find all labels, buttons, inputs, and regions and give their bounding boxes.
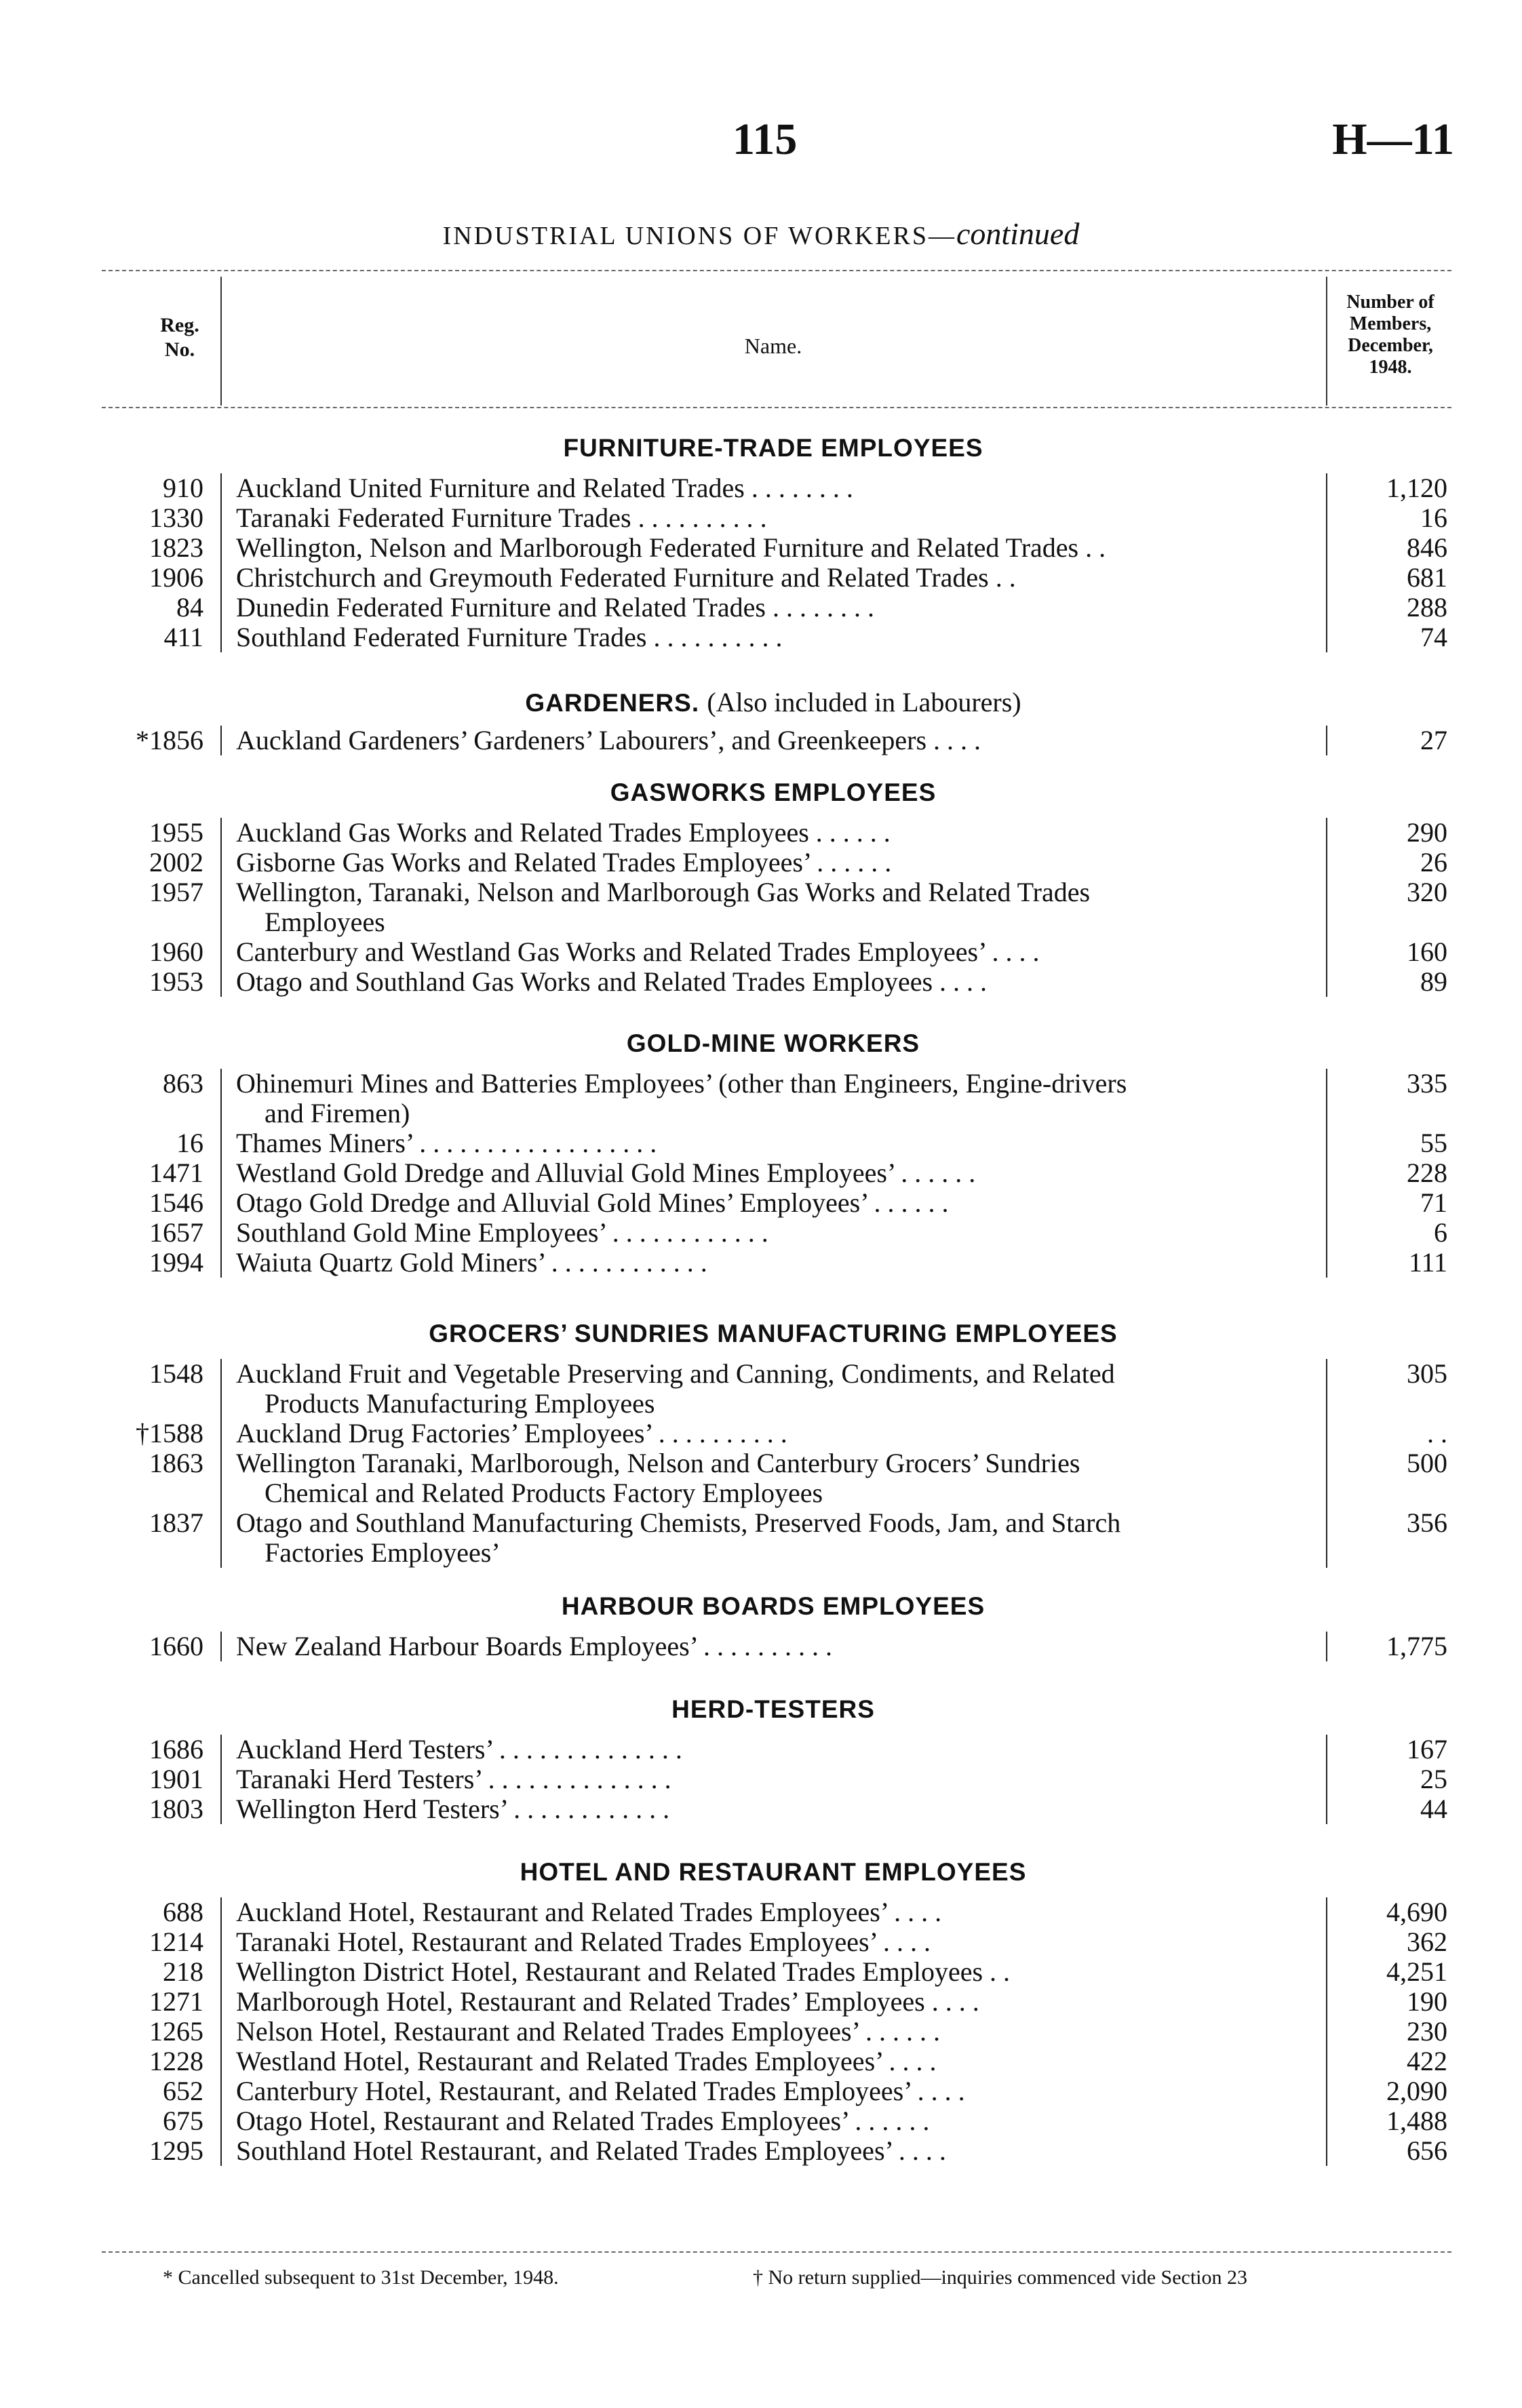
column-divider [220,1927,222,1957]
table-row [0,1158,1522,1188]
reg-number: 1295 [149,2135,203,2166]
column-divider [220,2047,222,2076]
section-title [224,1695,1323,1724]
union-name-text: Auckland Hotel, Restaurant and Related Trades Employees’ . . . . [236,1897,942,1927]
members-header-line: Members, [1349,313,1432,334]
reg-number: 1214 [149,1927,203,1957]
column-divider [220,1419,222,1448]
section-title-text: GOLD-MINE WORKERS [626,1029,920,1057]
member-count: 356 [1407,1507,1447,1538]
members-header-line: Number of [1346,292,1435,313]
column-divider [220,1069,222,1128]
union-name [236,623,1321,652]
reg-number: †1588 [136,1418,203,1448]
table-row [0,2136,1522,2166]
union-name-text: Canterbury and Westland Gas Works and Related Trades Employees’ . . . . [236,936,1040,967]
section-title [224,1029,1323,1058]
reg-number: 688 [163,1897,203,1927]
column-divider [220,2017,222,2047]
member-count: 362 [1407,1927,1447,1957]
member-count: 111 [1408,1247,1447,1278]
union-name-continuation: Chemical and Related Products Factory Employees [265,1478,823,1508]
reg-number: 1686 [149,1734,203,1764]
table-row [0,1128,1522,1158]
member-count: 16 [1420,502,1447,533]
column-divider [220,1794,222,1824]
union-name [236,1508,1321,1568]
union-name-text: Auckland Gardeners’ Gardeners’ Labourers’, and Greenkeepers . . . . [236,725,981,755]
union-name-text: Taranaki Hotel, Restaurant and Related Trades Employees’ . . . . [236,1927,931,1957]
column-divider [220,1987,222,2017]
table-row [0,848,1522,877]
union-name-text: Wellington Herd Testers’ . . . . . . . . . . . . [236,1794,670,1824]
column-divider [220,593,222,623]
union-name [236,726,1321,755]
table-row [0,818,1522,848]
union-name [236,1794,1321,1824]
reg-number: 1955 [149,817,203,848]
member-count: 44 [1420,1794,1447,1824]
member-count: 1,120 [1386,473,1447,503]
column-divider [220,473,222,503]
member-count: 89 [1420,966,1447,997]
column-divider [220,533,222,563]
table-row [0,1248,1522,1278]
member-count: 500 [1407,1448,1447,1478]
column-divider [220,1897,222,1927]
member-count: 27 [1420,725,1447,755]
union-name [236,1128,1321,1158]
section-title-text: HERD-TESTERS [671,1695,875,1723]
header-bottom-rule [102,407,1451,408]
page-title-continued: continued [956,216,1080,251]
union-name-text: Dunedin Federated Furniture and Related Trades . . . . . . . . [236,592,874,623]
reg-header-line: Reg. [160,314,199,336]
union-name-text: Thames Miners’ . . . . . . . . . . . . . . . . . . [236,1128,657,1158]
reg-number: 1265 [149,2016,203,2047]
union-name [236,2076,1321,2106]
section-title-text: GROCERS’ SUNDRIES MANUFACTURING EMPLOYEES [429,1320,1118,1347]
table-row [0,1069,1522,1128]
union-name [236,877,1321,937]
union-name [236,533,1321,563]
table-row [0,937,1522,967]
section-title [224,778,1323,807]
reg-number: 910 [163,473,203,503]
reg-number: 2002 [149,847,203,877]
reg-number: 1953 [149,966,203,997]
union-name [236,848,1321,877]
member-count: 1,488 [1386,2106,1447,2136]
union-name [236,503,1321,533]
union-name [236,1218,1321,1248]
column-header-members [1326,292,1455,378]
section-title-text: HOTEL AND RESTAURANT EMPLOYEES [520,1858,1027,1886]
section-title [224,1858,1323,1887]
column-divider [220,818,222,848]
header-top-rule [102,270,1451,271]
footnote-no-return: † No return supplied—inquiries commenced vide Section 23 [753,2266,1248,2289]
union-name-text: Auckland United Furniture and Related Trades . . . . . . . . [236,473,853,503]
table-row [0,1735,1522,1764]
reg-number: 1330 [149,502,203,533]
member-count: 305 [1407,1358,1447,1389]
union-name-text: Auckland Drug Factories’ Employees’ . . . . . . . . . . [236,1418,787,1448]
member-count: 422 [1407,2046,1447,2076]
member-count: 290 [1407,817,1447,848]
member-count: 288 [1407,592,1447,623]
table-row [0,877,1522,937]
table-row [0,1794,1522,1824]
table-row [0,1632,1522,1661]
member-count: 1,775 [1386,1631,1447,1661]
member-count: 74 [1420,622,1447,652]
column-divider [220,1764,222,1794]
column-divider [220,503,222,533]
union-name-text: Wellington, Nelson and Marlborough Federated Furniture and Related Trades . . [236,532,1106,563]
reg-number: 1471 [149,1158,203,1188]
section-title [224,1592,1323,1621]
column-divider [220,937,222,967]
reg-header-line: No. [164,338,195,361]
member-count: 4,251 [1386,1956,1447,1987]
union-name [236,1735,1321,1764]
table-row [0,2047,1522,2076]
members-header-line: 1948. [1369,357,1412,378]
footnote-rule [102,2251,1451,2253]
union-name-text: Auckland Gas Works and Related Trades Employees . . . . . . [236,817,891,848]
member-count: 71 [1420,1187,1447,1218]
union-name [236,1448,1321,1508]
member-count: 167 [1407,1734,1447,1764]
reg-number: 1960 [149,936,203,967]
union-name-continuation: Factories Employees’ [265,1537,501,1568]
member-count: 656 [1407,2135,1447,2166]
member-count: 681 [1407,562,1447,593]
table-row [0,1508,1522,1568]
table-row [0,1957,1522,1987]
union-name [236,1987,1321,2017]
table-row [0,1987,1522,2017]
table-row [0,2106,1522,2136]
member-count: 55 [1420,1128,1447,1158]
union-name-continuation: and Firemen) [265,1098,410,1128]
column-divider [220,1508,222,1568]
union-name [236,1158,1321,1188]
table-row [0,1897,1522,1927]
union-name-text: Taranaki Herd Testers’ . . . . . . . . . . . . . . [236,1764,671,1794]
member-count: 230 [1407,2016,1447,2047]
union-name [236,1248,1321,1278]
reg-number: 1271 [149,1986,203,2017]
column-divider [220,2136,222,2166]
column-divider [220,1158,222,1188]
union-name-text: Nelson Hotel, Restaurant and Related Trades Employees’ . . . . . . [236,2016,940,2047]
table-row [0,1448,1522,1508]
reg-number: *1856 [136,725,203,755]
table-row [0,726,1522,755]
reg-number: 1660 [149,1631,203,1661]
reg-number: 1863 [149,1448,203,1478]
union-name-text: Auckland Fruit and Vegetable Preserving and Canning, Condiments, and Related [236,1358,1115,1389]
member-count: 2,090 [1386,2076,1447,2106]
column-divider [220,877,222,937]
column-divider [220,1248,222,1278]
table-row [0,1218,1522,1248]
section-title-text: HARBOUR BOARDS EMPLOYEES [561,1592,986,1620]
column-divider [220,563,222,593]
union-name-text: Westland Gold Dredge and Alluvial Gold Mines Employees’ . . . . . . [236,1158,976,1188]
union-name-text: Southland Gold Mine Employees’ . . . . . . . . . . . . [236,1217,768,1248]
column-divider [220,726,222,755]
table-row [0,563,1522,593]
column-divider [220,1632,222,1661]
union-name-text: Westland Hotel, Restaurant and Related Trades Employees’ . . . . [236,2046,937,2076]
union-name [236,1069,1321,1128]
table-row [0,1927,1522,1957]
union-name [236,1419,1321,1448]
column-divider [220,1957,222,1987]
column-divider [220,2076,222,2106]
column-divider [220,1735,222,1764]
reg-number: 863 [163,1068,203,1099]
union-name-text: Wellington, Taranaki, Nelson and Marlborough Gas Works and Related Trades [236,877,1091,907]
reg-number: 1657 [149,1217,203,1248]
member-count: 846 [1407,532,1447,563]
member-count: 228 [1407,1158,1447,1188]
member-count: 6 [1434,1217,1447,1248]
reg-number: 218 [163,1956,203,1987]
table-row [0,533,1522,563]
union-name [236,818,1321,848]
union-name [236,967,1321,997]
union-name-continuation: Employees [265,907,385,937]
member-count: 26 [1420,847,1447,877]
member-count: 335 [1407,1068,1447,1099]
table-row [0,2076,1522,2106]
section-title-text: GASWORKS EMPLOYEES [610,778,937,806]
member-count: . . [1427,1418,1447,1448]
union-name-text: Southland Federated Furniture Trades . . . . . . . . . . [236,622,783,652]
table-row [0,1764,1522,1794]
member-count: 320 [1407,877,1447,907]
union-name-text: Auckland Herd Testers’ . . . . . . . . . . . . . . [236,1734,682,1764]
member-count: 190 [1407,1986,1447,2017]
union-name [236,937,1321,967]
union-name-text: Christchurch and Greymouth Federated Furniture and Related Trades . . [236,562,1016,593]
union-name-continuation: Products Manufacturing Employees [265,1388,655,1419]
members-header-line: December, [1348,335,1433,356]
union-name [236,2136,1321,2166]
table-row [0,623,1522,652]
reg-number: 652 [163,2076,203,2106]
section-title [224,686,1323,718]
table-row [0,2017,1522,2047]
column-divider [220,1448,222,1508]
column-divider [220,623,222,652]
reg-number: 16 [176,1128,203,1158]
column-header-reg-no [136,313,224,362]
column-header-name: Name. [744,334,802,358]
union-name [236,2106,1321,2136]
reg-number: 1228 [149,2046,203,2076]
union-name-text: Canterbury Hotel, Restaurant, and Related Trades Employees’ . . . . [236,2076,965,2106]
member-count: 4,690 [1386,1897,1447,1927]
column-divider [220,1188,222,1218]
section-title [224,434,1323,462]
table-row [0,967,1522,997]
footnote-cancelled: * Cancelled subsequent to 31st December, 1948. [163,2266,559,2289]
section-title [224,1320,1323,1348]
reg-number: 1957 [149,877,203,907]
reg-number: 1837 [149,1507,203,1538]
column-divider [220,2106,222,2136]
union-name [236,1764,1321,1794]
union-name-text: New Zealand Harbour Boards Employees’ . . . . . . . . . . [236,1631,833,1661]
table-row [0,1419,1522,1448]
union-name [236,1897,1321,1927]
column-divider [220,1128,222,1158]
union-name-text: Gisborne Gas Works and Related Trades Employees’ . . . . . . [236,847,892,877]
member-count: 25 [1420,1764,1447,1794]
reg-number: 1546 [149,1187,203,1218]
union-name-text: Wellington Taranaki, Marlborough, Nelson and Canterbury Grocers’ Sundries [236,1448,1080,1478]
reg-number: 1906 [149,562,203,593]
reg-number: 1994 [149,1247,203,1278]
reg-number: 1803 [149,1794,203,1824]
union-name-text: Otago and Southland Gas Works and Related Trades Employees . . . . [236,966,988,997]
union-name-text: Taranaki Federated Furniture Trades . . . . . . . . . . [236,502,767,533]
union-name [236,563,1321,593]
union-name [236,1188,1321,1218]
union-name [236,1632,1321,1661]
union-name-text: Southland Hotel Restaurant, and Related Trades Employees’ . . . . [236,2135,946,2166]
union-name-text: Wellington District Hotel, Restaurant and Related Trades Employees . . [236,1956,1011,1987]
union-name [236,1359,1321,1419]
column-divider [220,1359,222,1419]
union-name [236,2047,1321,2076]
reg-number: 84 [176,592,203,623]
union-name [236,2017,1321,2047]
table-row [0,473,1522,503]
union-name-text: Marlborough Hotel, Restaurant and Related Trades’ Employees . . . . [236,1986,979,2017]
reg-number: 675 [163,2106,203,2136]
column-divider [220,967,222,997]
page-title-main: INDUSTRIAL UNIONS OF WORKERS— [442,222,956,250]
union-name [236,473,1321,503]
section-note: (Also included in Labourers) [707,687,1021,717]
reg-number: 411 [163,622,203,652]
union-name-text: Otago and Southland Manufacturing Chemists, Preserved Foods, Jam, and Starch [236,1507,1121,1538]
union-name [236,593,1321,623]
page-number: 115 [733,115,798,164]
table-row [0,1188,1522,1218]
union-name-text: Otago Hotel, Restaurant and Related Trades Employees’ . . . . . . [236,2106,930,2136]
column-divider [220,848,222,877]
union-name [236,1927,1321,1957]
member-count: 160 [1407,936,1447,967]
table-row [0,593,1522,623]
table-row [0,1359,1522,1419]
union-name-text: Otago Gold Dredge and Alluvial Gold Mines’ Employees’ . . . . . . [236,1187,949,1218]
union-name-text: Ohinemuri Mines and Batteries Employees’ (other than Engineers, Engine-drivers [236,1068,1127,1099]
document-code: H—11 [1332,115,1454,164]
page-title [0,216,1522,252]
union-name-text: Waiuta Quartz Gold Miners’ . . . . . . . . . . . . [236,1247,707,1278]
column-divider [220,1218,222,1248]
union-name [236,1957,1321,1987]
table-row [0,503,1522,533]
section-title-text: FURNITURE-TRADE EMPLOYEES [563,434,983,462]
reg-number: 1901 [149,1764,203,1794]
reg-number: 1823 [149,532,203,563]
section-title-text: GARDENERS. [525,689,700,717]
reg-number: 1548 [149,1358,203,1389]
